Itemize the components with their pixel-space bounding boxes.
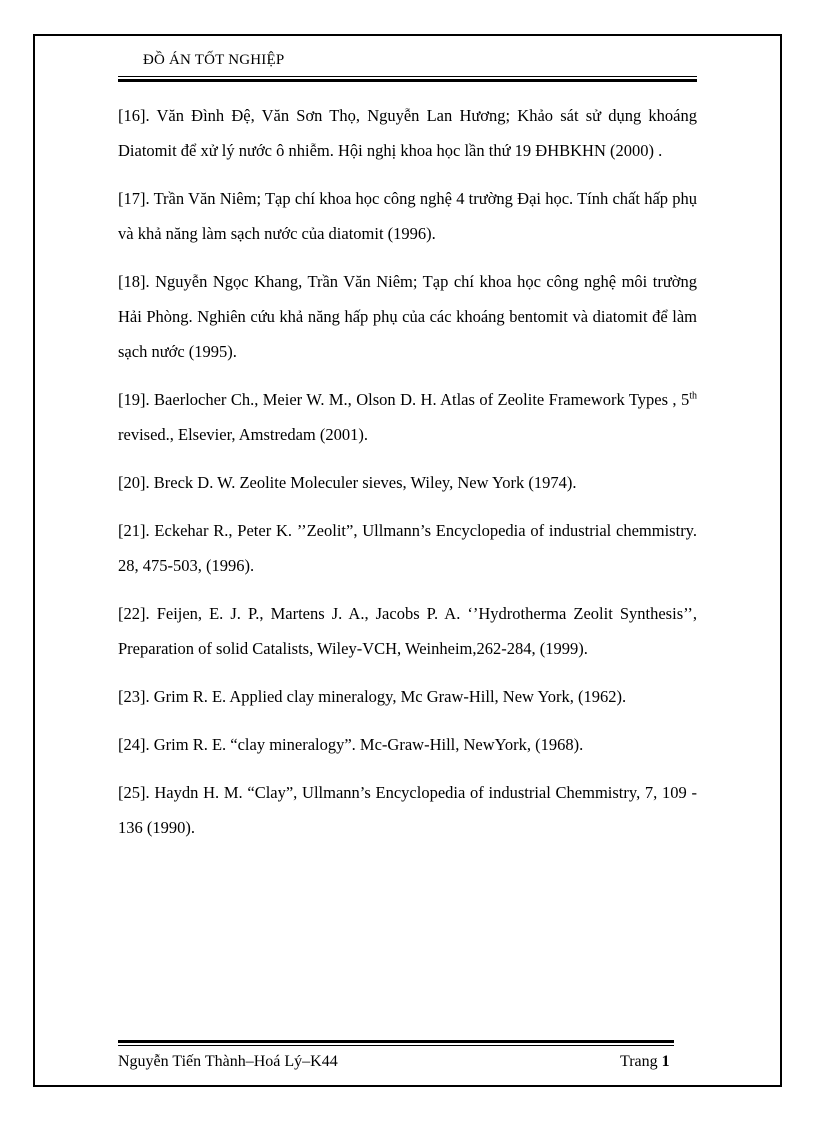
reference-list (118, 98, 697, 858)
reference-20: [20]. Breck D. W. Zeolite Moleculer sieves, Wiley, New York (1974). (118, 473, 577, 492)
page-label: Trang (620, 1053, 658, 1070)
reference-25: [25]. Haydn H. M. “Clay”, Ullmann’s Encyclopedia of industrial Chemmistry, 7, 109 - 136 (1990). (118, 783, 697, 837)
footer-rule-thick (118, 1040, 674, 1043)
reference-17: [17]. Trần Văn Niêm; Tạp chí khoa học công nghệ 4 trường Đại học. Tính chất hấp phụ và khả năng làm sạch nước của diatomit (1996). (118, 189, 697, 243)
reference-24: [24]. Grim R. E. “clay mineralogy”. Mc-Graw-Hill, NewYork, (1968). (118, 735, 584, 754)
footer-page (620, 1053, 670, 1071)
header-title: ĐỒ ÁN TỐT NGHIỆP (143, 52, 285, 68)
reference-18: [18]. Nguyễn Ngọc Khang, Trần Văn Niêm; Tạp chí khoa học công nghệ môi trường Hải Phòng. Nghiên cứu khả năng hấp phụ của các khoáng bentomit và diatomit để làm sạch nước (1995). (118, 272, 697, 361)
reference-23: [23]. Grim R. E. Applied clay mineralogy, Mc Graw-Hill, New York, (1962). (118, 687, 627, 706)
page-number: 1 (661, 1053, 670, 1070)
header-rule-thick (118, 79, 697, 82)
reference-21: [21]. Eckehar R., Peter K. ’’Zeolit”, Ullmann’s Encyclopedia of industrial chemmistry. 28, 475-503, (1996). (118, 521, 697, 575)
header-rule-thin (118, 76, 697, 77)
footer-rule-thin (118, 1045, 674, 1046)
reference-22: [22]. Feijen, E. J. P., Martens J. A., Jacobs P. A. ‘’Hydrotherma Zeolit Synthesis’’, Preparation of solid Catalists, Wiley-VCH, Weinheim,262-284, (1999). (118, 604, 697, 658)
reference-19: [19]. Baerlocher Ch., Meier W. M., Olson D. H. Atlas of Zeolite Framework Types , 5th revised., Elsevier, Amstredam (2001). (118, 390, 697, 444)
footer-author: Nguyễn Tiến Thành–Hoá Lý–K44 (118, 1053, 338, 1070)
reference-16: [16]. Văn Đình Đệ, Văn Sơn Thọ, Nguyễn Lan Hương; Khảo sát sử dụng khoáng Diatomit để xử lý nước ô nhiễm. Hội nghị khoa học lần thứ 19 ĐHBKHN (2000) . (118, 106, 698, 160)
